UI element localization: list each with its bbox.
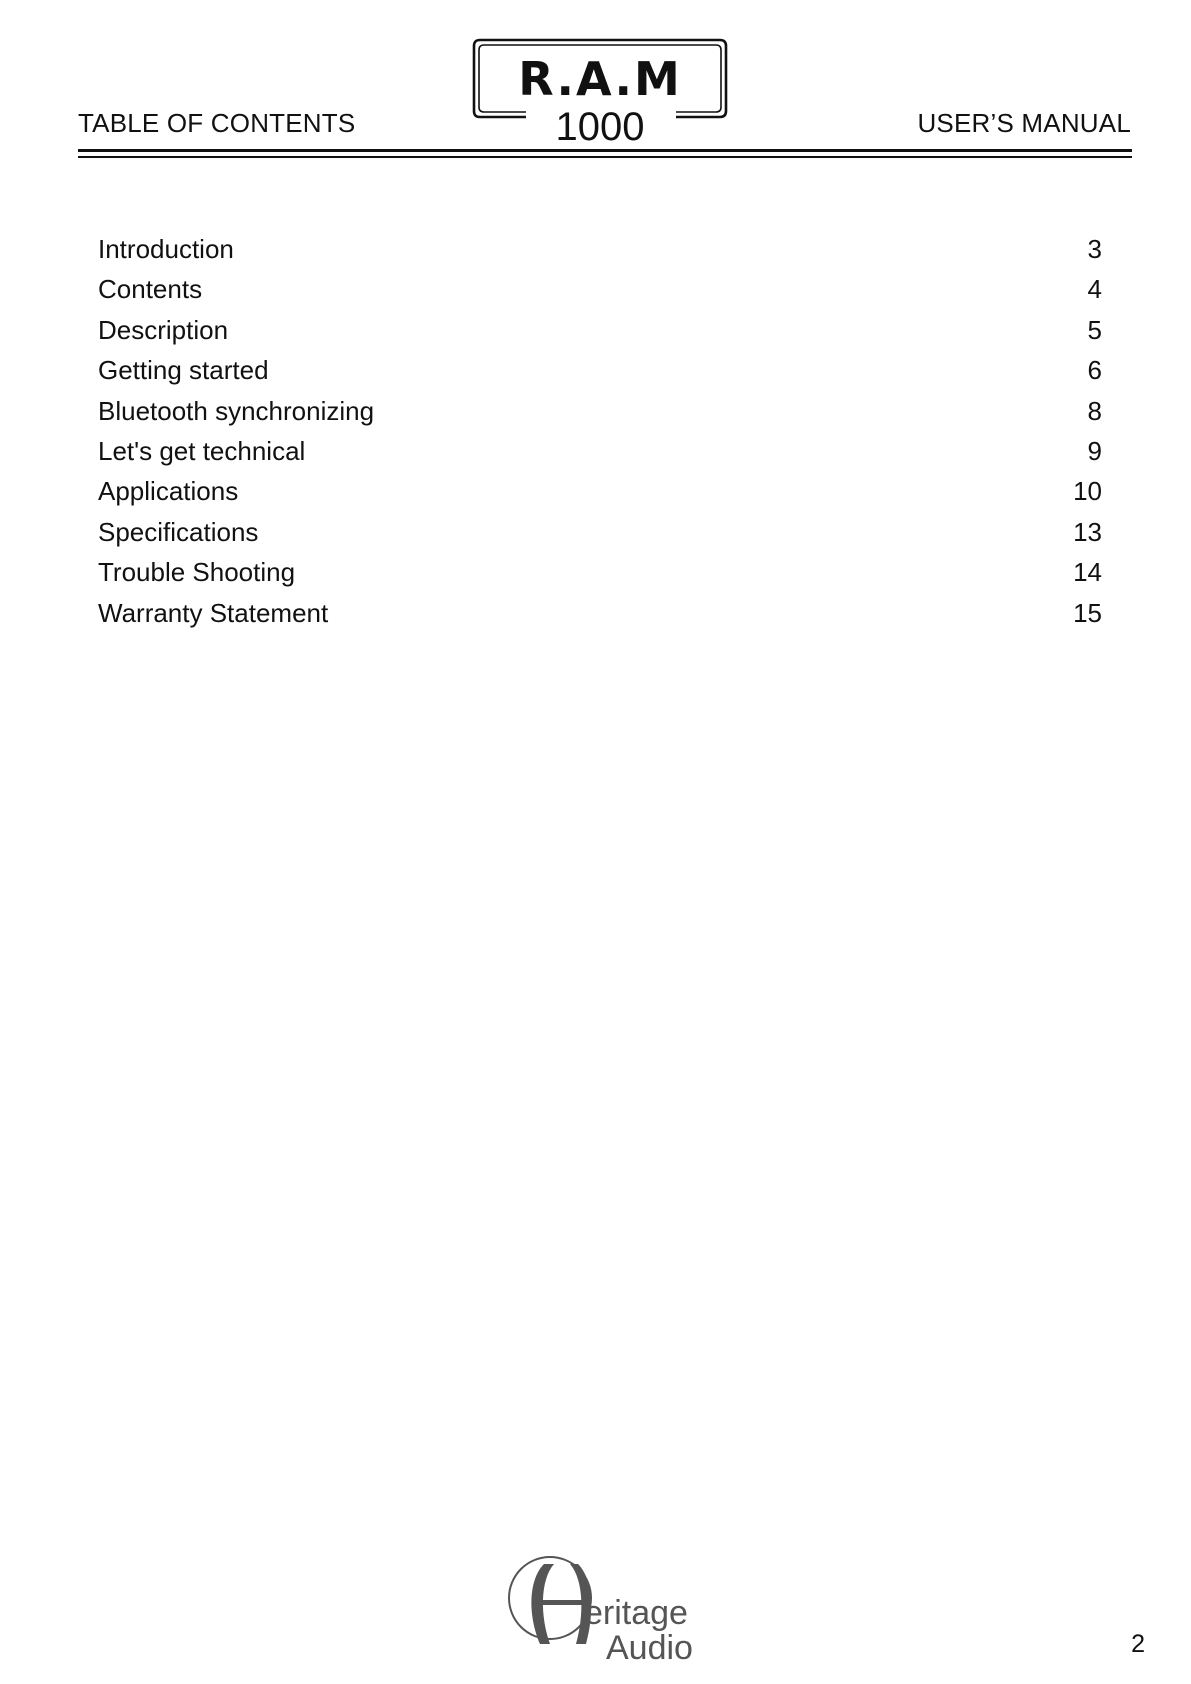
toc-entry-title: Warranty Statement (98, 597, 329, 628)
toc-entry[interactable] (98, 478, 1102, 518)
svg-text:eritage: eritage (584, 1594, 688, 1632)
header-divider-thick (78, 149, 1132, 152)
toc-entry-page: 9 (1087, 435, 1102, 466)
toc-entry-title: Specifications (98, 516, 259, 547)
svg-text:1000: 1000 (555, 105, 645, 144)
toc-entry[interactable] (98, 236, 1102, 276)
toc-entry[interactable] (98, 395, 1102, 438)
toc-entry-page: 14 (1073, 557, 1102, 588)
toc-entry-page: 10 (1073, 476, 1102, 507)
toc-entry-title: Getting started (98, 355, 269, 386)
ram-1000-logo (466, 38, 734, 144)
toc-entry-title: Bluetooth synchronizing (98, 395, 375, 426)
toc-entry-title: Let's get technical (98, 435, 306, 466)
toc-entry[interactable] (98, 357, 1102, 397)
toc-entry-title: Introduction (98, 234, 234, 264)
toc-entry-page: 3 (1087, 234, 1102, 264)
toc-entry-page: 4 (1087, 274, 1102, 305)
toc-entry[interactable] (98, 435, 1102, 478)
toc-entry-title: Applications (98, 476, 239, 507)
toc-entry-page: 15 (1073, 597, 1102, 628)
section-title: TABLE OF CONTENTS (78, 108, 356, 138)
toc-entry-page: 13 (1073, 516, 1102, 547)
header-divider-thin (78, 156, 1132, 158)
table-of-contents (98, 236, 1102, 640)
toc-entry-page: 8 (1087, 395, 1102, 426)
toc-entry-title: Contents (98, 274, 203, 305)
heritage-audio-logo (506, 1550, 706, 1668)
page-number: 2 (1131, 1630, 1145, 1658)
svg-text:R.A.M: R.A.M (518, 52, 682, 106)
toc-entry[interactable] (98, 597, 1102, 640)
toc-entry-page: 5 (1087, 314, 1102, 345)
toc-entry-title: Trouble Shooting (98, 557, 296, 588)
toc-entry[interactable] (98, 314, 1102, 357)
toc-entry[interactable] (98, 559, 1102, 599)
svg-text:Audio: Audio (606, 1629, 693, 1667)
toc-entry[interactable] (98, 516, 1102, 559)
toc-entry-page: 6 (1087, 355, 1102, 386)
document-type: USER’S MANUAL (917, 108, 1131, 138)
toc-entry-title: Description (98, 314, 229, 345)
toc-entry[interactable] (98, 276, 1102, 316)
